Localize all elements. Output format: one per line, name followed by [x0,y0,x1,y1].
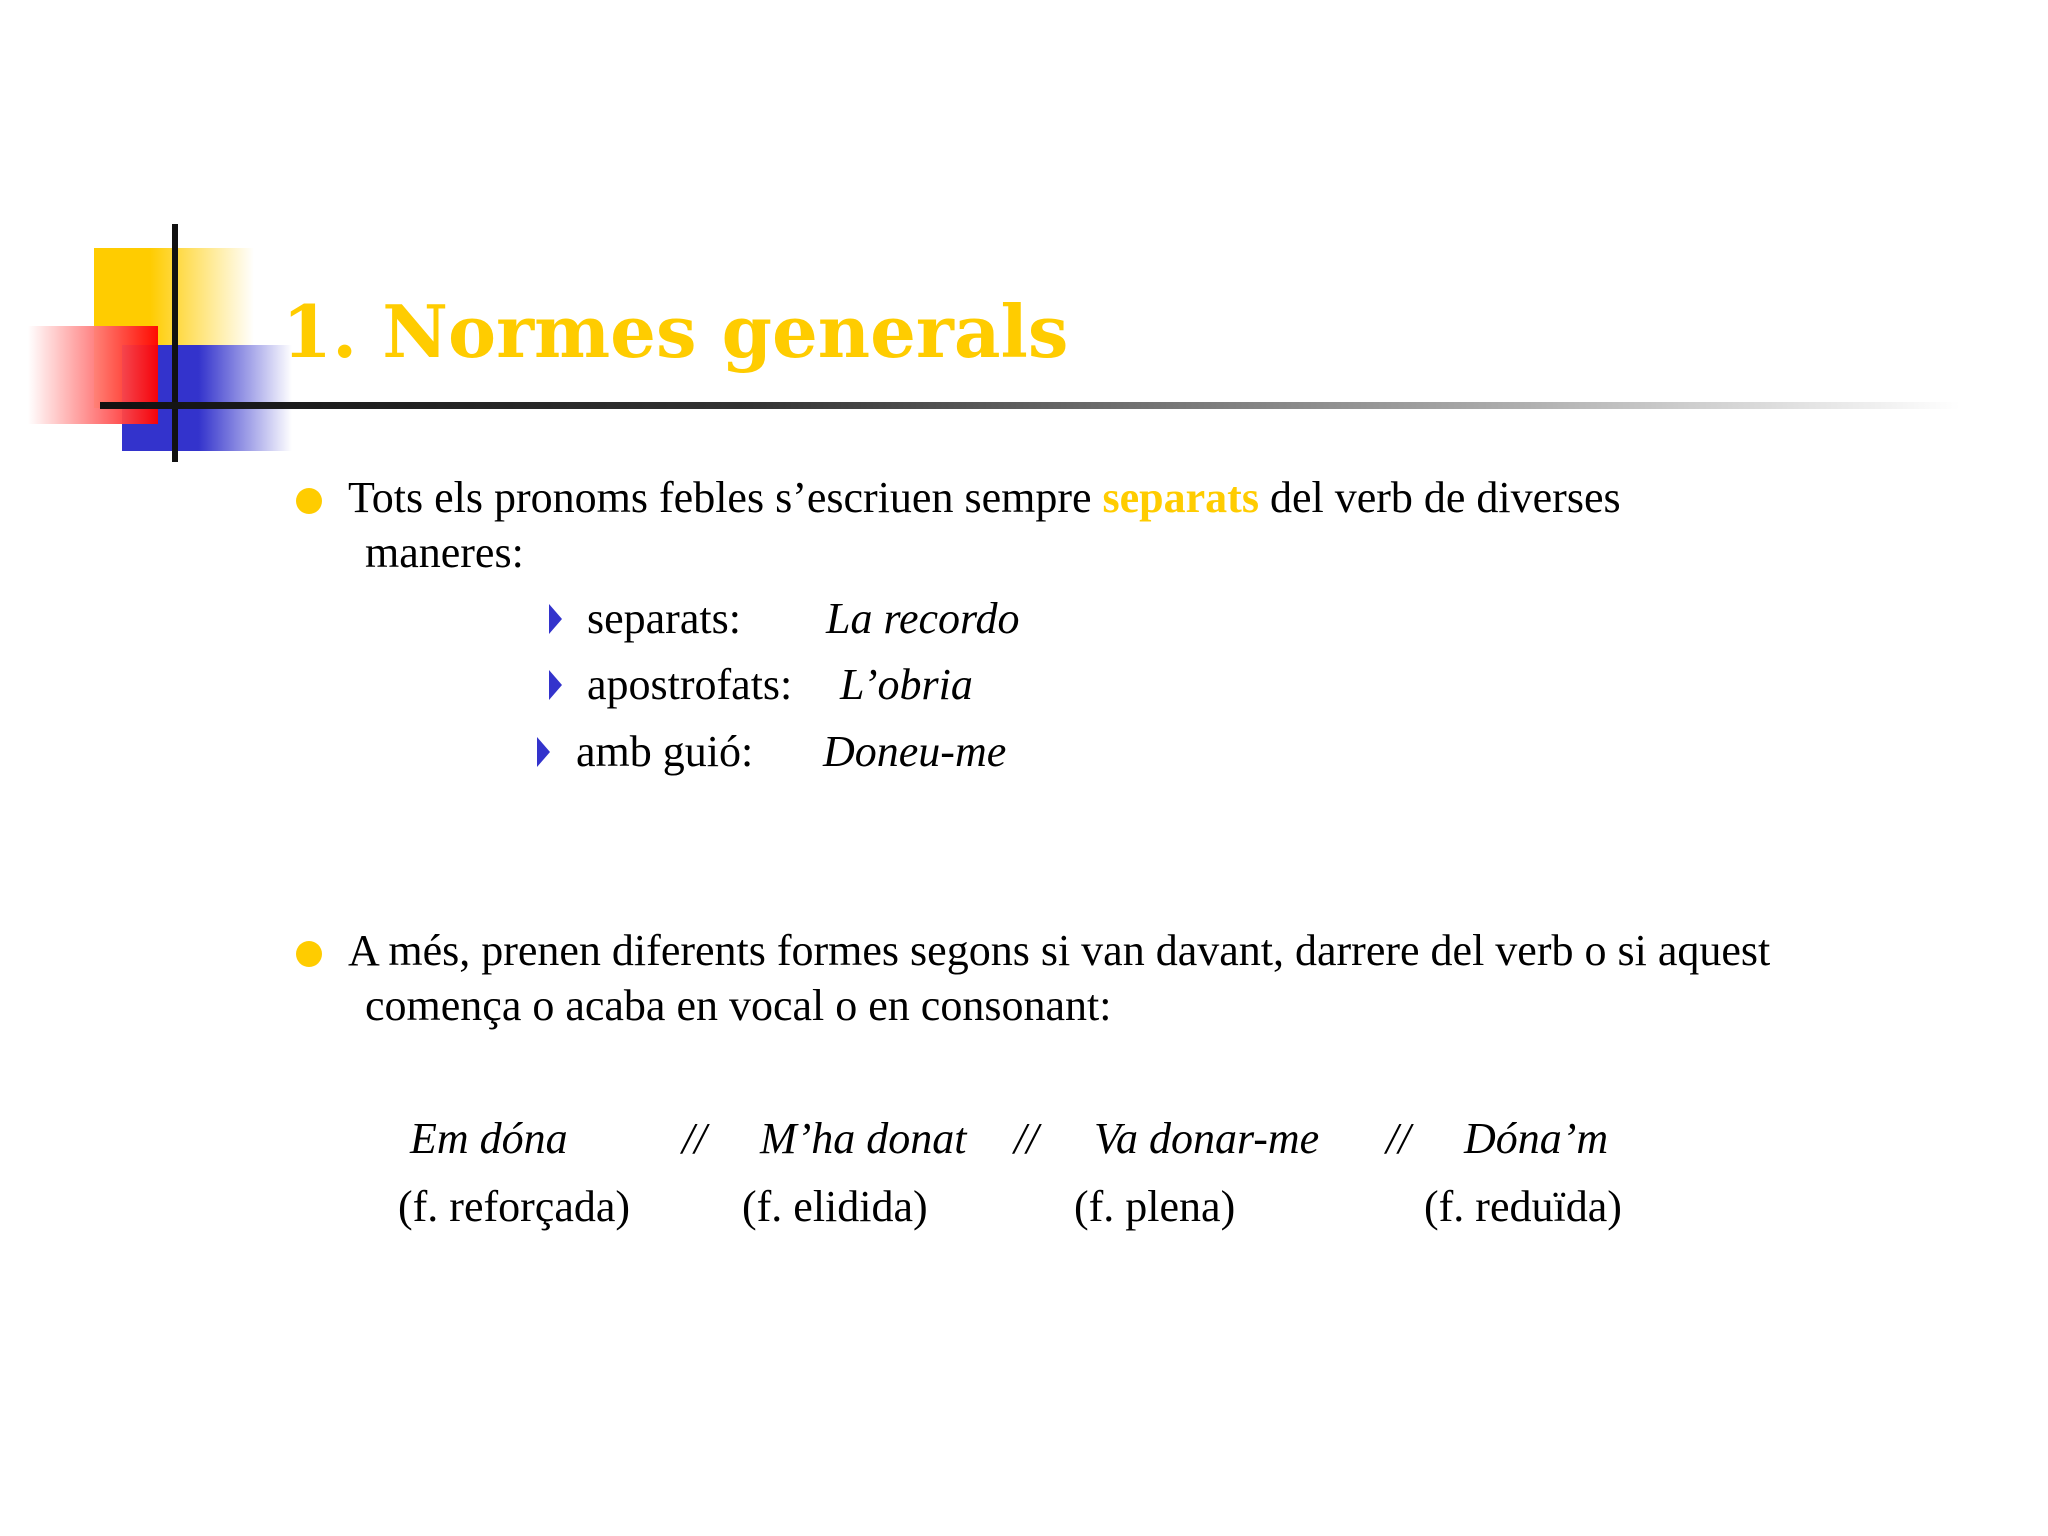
title-underline [100,402,1960,409]
bullet1-line2: maneres: [365,528,524,577]
bullet-dot-icon [296,488,322,514]
example-type: (f. reduïda) [1424,1182,1622,1231]
bullet1-highlight: separats [1102,473,1259,522]
sub-item-label: apostrofats: [587,660,793,709]
bullet1-text-before: Tots els pronoms febles s’escriuen sempre [348,473,1103,522]
slide-title: 1. Normes generals [282,289,1069,374]
example-form: Dóna’m [1464,1114,1609,1163]
logo-vertical-line [172,224,178,462]
example-type: (f. elidida) [742,1182,928,1231]
example-separator: // [682,1114,707,1163]
example-form: Va donar-me [1094,1114,1320,1163]
bullet1-line1 [348,471,1621,525]
example-type: (f. plena) [1074,1182,1236,1231]
sub-item-example: Doneu-me [823,727,1007,776]
example-form: M’ha donat [760,1114,967,1163]
example-separator: // [1014,1114,1039,1163]
example-form: Em dóna [410,1114,568,1163]
triangle-bullet-icon [549,670,562,700]
bullet2-line2: comença o acaba en vocal o en consonant: [365,981,1112,1030]
sub-item-example: La recordo [826,594,1020,643]
example-type: (f. reforçada) [398,1182,631,1231]
bullet2-line1: A més, prenen diferents formes segons si van davant, darrere del verb o si aquest [348,926,1771,975]
sub-item-label: amb guió: [576,727,754,776]
example-separator: // [1386,1114,1411,1163]
logo-red-square [28,326,158,424]
triangle-bullet-icon [549,604,562,634]
triangle-bullet-icon [537,737,550,767]
sub-item-label: separats: [587,594,741,643]
bullet-dot-icon [296,941,322,967]
bullet1-text-after: del verb de diverses [1258,473,1621,522]
sub-item-example: L’obria [840,660,973,709]
